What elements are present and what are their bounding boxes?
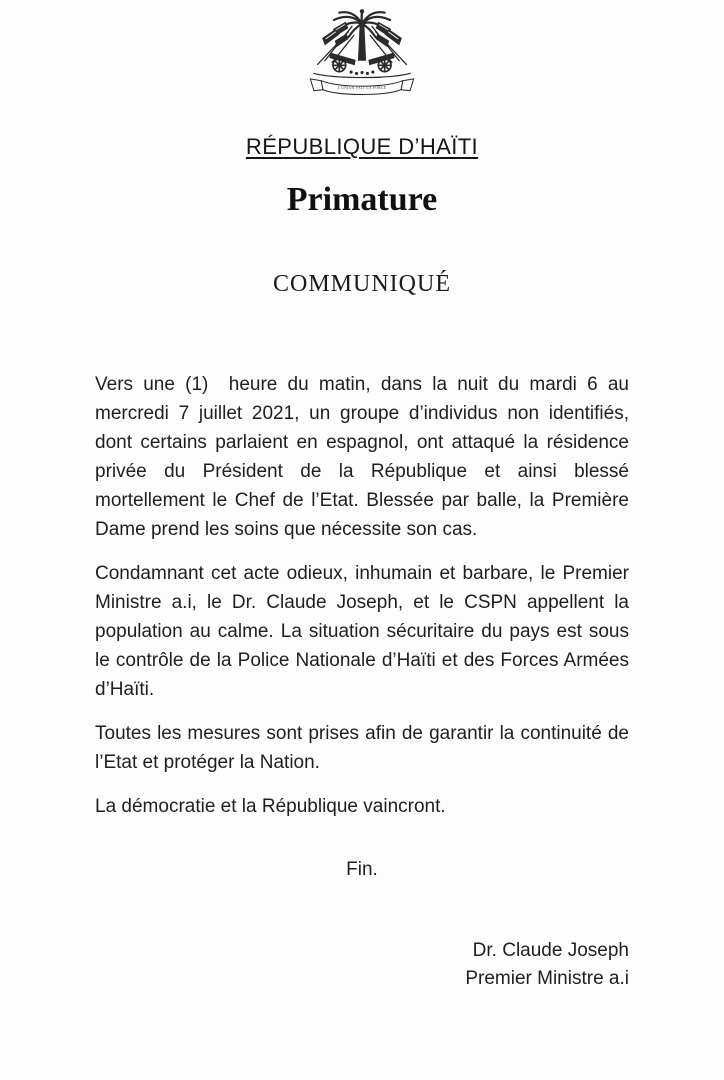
office-title: Primature — [286, 181, 438, 218]
cannonballs-icon — [350, 71, 375, 75]
haiti-coat-of-arms-icon — [294, 8, 430, 99]
signature-role: Premier Ministre a.i — [465, 968, 629, 989]
motto-ribbon-icon — [310, 79, 413, 95]
communique-heading: COMMUNIQUÉ — [273, 271, 451, 297]
body-paragraph: Vers une (1) heure du matin, dans la nuit du mardi 6 au mercredi 7 juillet 2021, un groupe d’individus non identifiés, dont certains parlaient en espagnol, ont attaqué la résidence privée du Président de la République et ainsi blessé mortellement le Chef de l’Etat. Blessée par balle, la Première Dame prend les soins que nécessite son cas. — [95, 374, 629, 540]
signature-block — [95, 937, 629, 993]
republic-title — [0, 134, 724, 160]
palm-trunk-icon — [358, 23, 366, 61]
body-paragraph: Condamnant cet acte odieux, inhumain et barbare, le Premier Ministre a.i, le Dr. Claude Joseph, et le CSPN appellent la population au calme. La situation sécuritaire du pays est sous le contrôle de la Police Nationale d’Haïti et des Forces Armées d’Haïti. — [95, 563, 629, 700]
emblem-container — [292, 8, 432, 104]
body-paragraph: La démocratie et la République vaincront. — [95, 796, 446, 817]
body-paragraph: Toutes les mesures sont prises afin de garantir la continuité de l’Etat et protéger la Nation. — [95, 723, 629, 773]
motto-text: L'UNION FAIT LA FORCE — [337, 85, 387, 90]
signature-name: Dr. Claude Joseph — [472, 940, 629, 961]
closing-text: Fin. — [346, 859, 378, 880]
republic-title-text: RÉPUBLIQUE D’HAÏTI — [245, 134, 479, 159]
body-column — [95, 370, 629, 993]
